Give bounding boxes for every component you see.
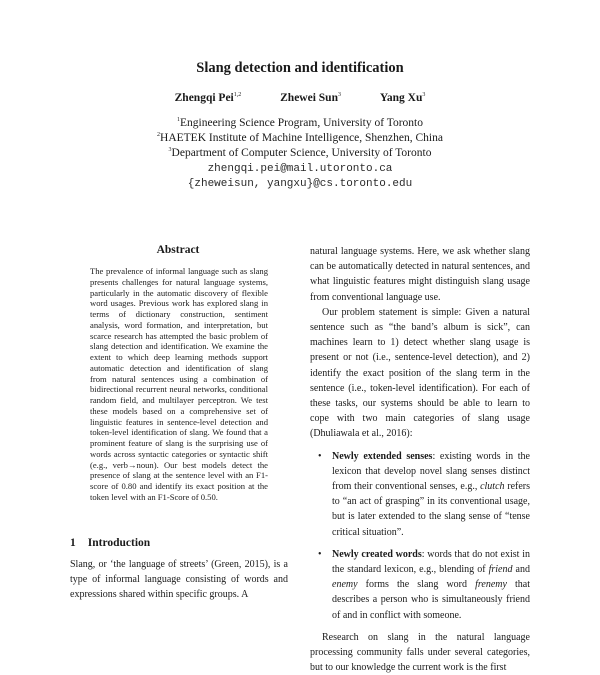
paper-title: Slang detection and identification bbox=[196, 60, 404, 76]
paragraph: Our problem statement is simple: Given a natural sentence such as “the band’s album is sick”, can machines learn to 1) detect whether slang usage is present or not (i.e., sentence-level detection), and 2) identify the exact position of the slang term in the sentence (i.e., token-level identification). For each of these tasks, our systems should be able to learn to cope with two main categories of slang usage (Dhuliawala et al., 2016): bbox=[310, 306, 530, 440]
right-column bbox=[310, 244, 530, 675]
bullet-icon: • bbox=[318, 450, 322, 462]
author: Yang Xu$^3$ bbox=[379, 92, 426, 104]
author-list bbox=[0, 92, 600, 104]
abstract-text: The prevalence of informal language such as slang presents challenges for natural language systems, particularly in the automatic discovery of flexible word usages. Previous work has explored slang in terms of dictionary construction, sentiment analysis, word formation, and interpretation, but scarce research has attempted the basic problem of slang detection and identification. We examine the extent to which deep learning methods support automatic detection and identification of slang from natural sentences using a combination of bidirectional recurrent neural networks, conditional random field, and multilayer perceptron. We test these models based on a comprehensive set of linguistic features in sentence-level detection and token-level identification of slang. We found that a prominent feature of slang is the surprising use of words across syntactic categories or syntactic shift (e.g., verb→noun). Our best models detect the presence of slang at the sentence level with an F1-score of 0.80 and identify its exact position at the token level with an F1-Score of 0.50. bbox=[90, 266, 268, 502]
affiliation: $^2$HAETEK Institute of Machine Intelligence, Shenzhen, China bbox=[157, 132, 443, 144]
email: zhengqi.pei@mail.utoronto.ca bbox=[207, 163, 393, 175]
paragraph: Research on slang in the natural language processing community falls under several categories, but to our knowledge the current work is the first bbox=[310, 631, 530, 674]
author: Zhengqi Pei$^{1,2}$ bbox=[174, 92, 242, 104]
list-item: • Newly created words: words that do not exist in the standard lexicon, e.g., blending of friend and enemy forms the slang word frenemy that describes a person who is simultaneously friend of and in conflict with someone. bbox=[318, 548, 530, 621]
list-item: • Newly extended senses: existing words in the lexicon that develop novel slang senses distinct from their conventional senses, e.g., clutch refers to “an act of grasping” in its conventional usage, but is later extended to the slang sense of “tense critical situation”. bbox=[318, 450, 531, 538]
bullet-list bbox=[310, 449, 530, 623]
email: {zheweisun, yangxu}@cs.toronto.edu bbox=[187, 178, 413, 190]
author: Zhewei Sun$^3$ bbox=[280, 92, 341, 104]
paragraph: natural language systems. Here, we ask whether slang can be automatically detected in natural sentences, and what linguistic features might distinguish slang usage from conventional language use. bbox=[310, 246, 530, 303]
intro-paragraph: Slang, or ‘the language of streets’ (Green, 2015), is a type of informal language consisting of words and expressions shared within specific groups. A bbox=[70, 559, 288, 601]
bullet-icon: • bbox=[318, 548, 322, 560]
section-heading: 1 Introduction bbox=[70, 537, 151, 549]
affiliation: $^3$Department of Computer Science, University of Toronto bbox=[168, 147, 432, 159]
abstract-heading: Abstract bbox=[156, 244, 200, 256]
affiliation: $^1$Engineering Science Program, University of Toronto bbox=[177, 117, 423, 129]
